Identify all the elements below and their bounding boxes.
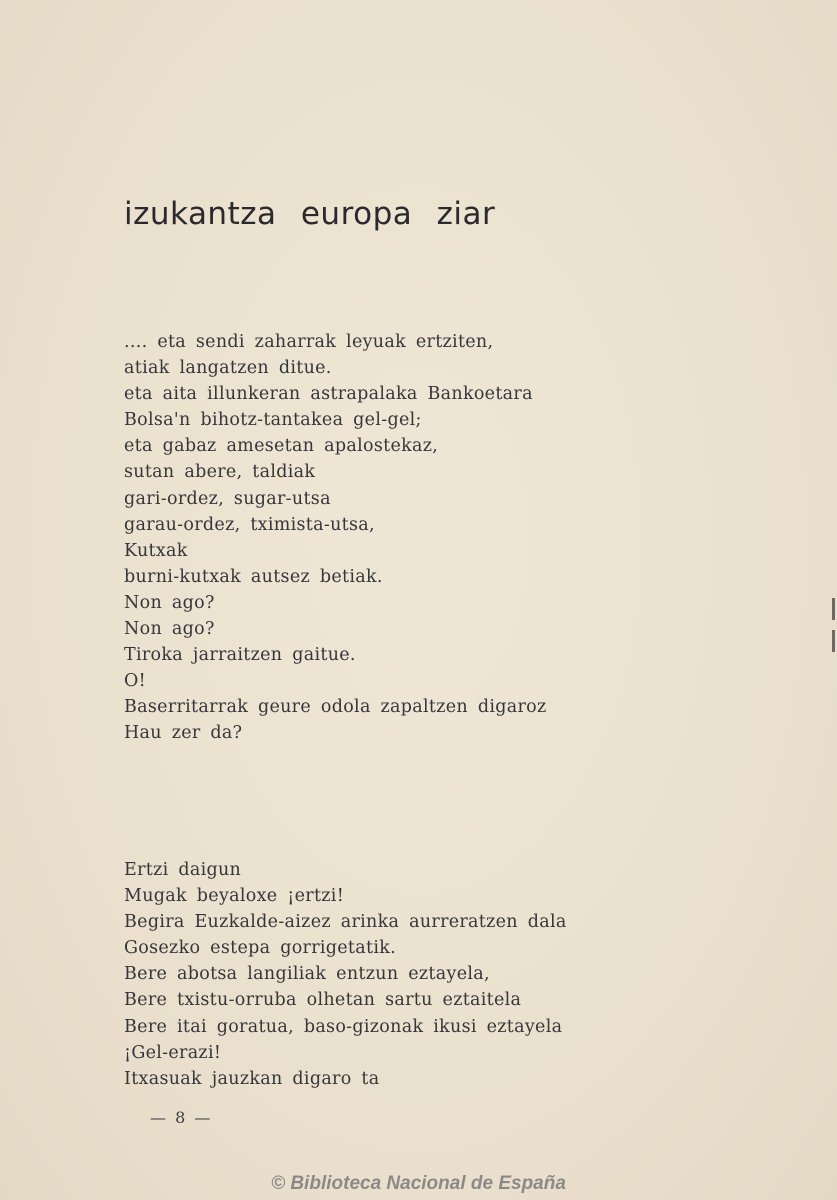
- poem-line: .... eta sendi zaharrak leyuak ertziten,: [124, 332, 494, 352]
- stanza-2: [124, 857, 567, 1092]
- poem-line: Kutxak: [124, 540, 188, 561]
- poem-line: O!: [124, 671, 146, 692]
- poem-line: eta gabaz amesetan apalostekaz,: [124, 436, 439, 457]
- copyright-watermark: © Biblioteca Nacional de España: [271, 1173, 566, 1194]
- page-title: izukantza europa ziar: [124, 196, 496, 232]
- poem-line: sutan abere, taldiak: [124, 462, 316, 483]
- poem-line: Mugak beyaloxe ¡ertzi!: [124, 886, 345, 907]
- poem-line: eta aita illunkeran astrapalaka Bankoetara: [124, 384, 533, 405]
- poem-line: Begira Euzkalde-aizez arinka aurreratzen dala: [124, 912, 567, 933]
- poem-line: Itxasuak jauzkan digaro ta: [124, 1068, 380, 1089]
- poem-line: Baserritarrak geure odola zapaltzen digaroz: [124, 697, 547, 718]
- poem-line: atiak langatzen ditue.: [124, 358, 332, 379]
- poem-line: garau-ordez, tximista-utsa,: [124, 514, 375, 535]
- poem-line: Bolsa'n bihotz-tantakea gel-gel;: [124, 410, 422, 431]
- poem-line: burni-kutxak autsez betiak.: [124, 566, 383, 587]
- page-number: — 8 —: [150, 1108, 213, 1127]
- poem-line: Non ago?: [124, 619, 215, 640]
- poem-line: Ertzi daigun: [124, 860, 242, 880]
- poem-line: Bere itai goratua, baso-gizonak ikusi eztayela: [124, 1016, 563, 1037]
- poem-line: gari-ordez, sugar-utsa: [124, 488, 331, 509]
- poem-line: Bere abotsa langiliak entzun eztayela,: [124, 964, 490, 985]
- poem-line: Tiroka jarraitzen gaitue.: [124, 645, 356, 666]
- stanza-1: [124, 329, 547, 747]
- scan-edge-mark: [832, 598, 835, 620]
- poem-line: ¡Gel-erazi!: [124, 1042, 222, 1063]
- poem-line: Gosezko estepa gorrigetatik.: [124, 938, 396, 959]
- poem-line: Hau zer da?: [124, 723, 243, 744]
- scan-edge-mark: [832, 630, 835, 652]
- poem-line: Bere txistu-orruba olhetan sartu eztaitela: [124, 990, 522, 1011]
- poem-line: Non ago?: [124, 592, 215, 613]
